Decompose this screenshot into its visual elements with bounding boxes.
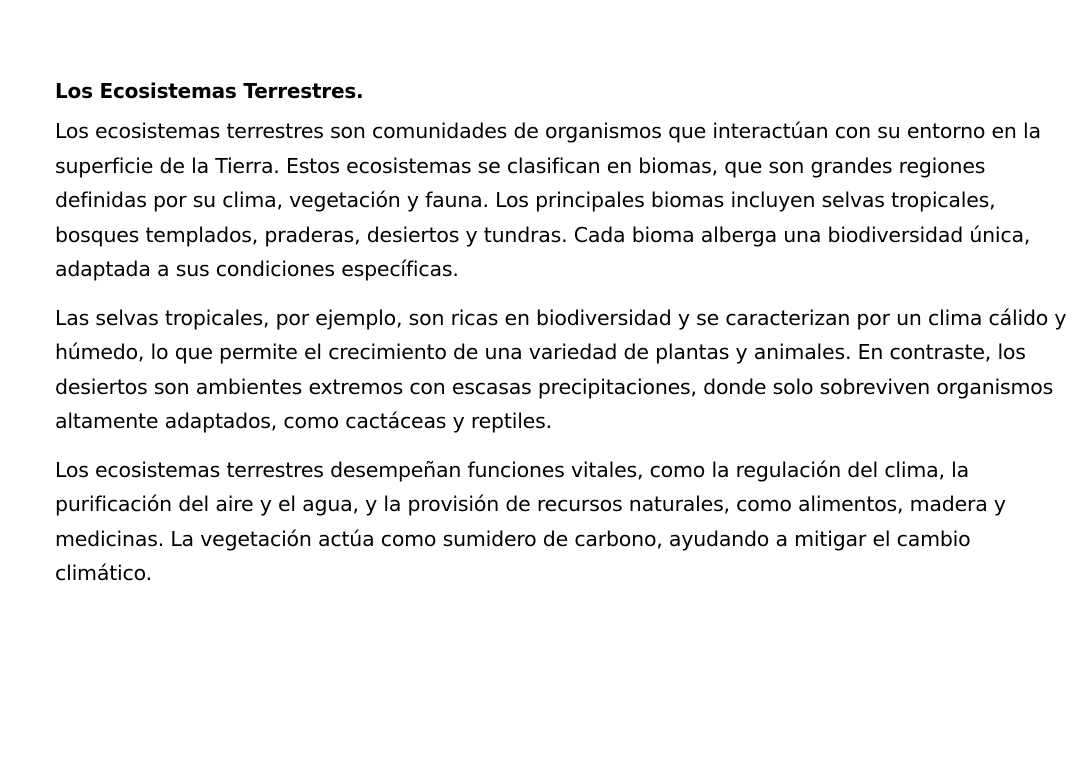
- paragraph-3: Los ecosistemas terrestres desempeñan funciones vitales, como la regulación del clima, la purificación del aire y el agua, y la provisión de recursos naturales, como alimentos, madera y medicinas. La vegetación actúa como sumidero de carbono, ayudando a mitigar el cambio climático.: [55, 457, 1006, 585]
- document-title: Los Ecosistemas Terrestres.: [55, 79, 364, 103]
- document-body: [55, 74, 1073, 605]
- paragraph-2: Las selvas tropicales, por ejemplo, son ricas en biodiversidad y se caracterizan por un clima cálido y húmedo, lo que permite el crecimiento de una variedad de plantas y animales. En contraste, los desiertos son ambientes extremos con escasas precipitaciones, donde solo sobreviven organismos altamente adaptados, como cactáceas y reptiles.: [55, 305, 1067, 433]
- paragraph-1: Los ecosistemas terrestres son comunidades de organismos que interactúan con su entorno en la superficie de la Tierra. Estos ecosistemas se clasifican en biomas, que son grandes regiones definidas por su clima, vegetación y fauna. Los principales biomas incluyen selvas tropicales, bosques templados, praderas, desiertos y tundras. Cada bioma alberga una biodiversidad única, adaptada a sus condiciones específicas.: [55, 119, 1041, 281]
